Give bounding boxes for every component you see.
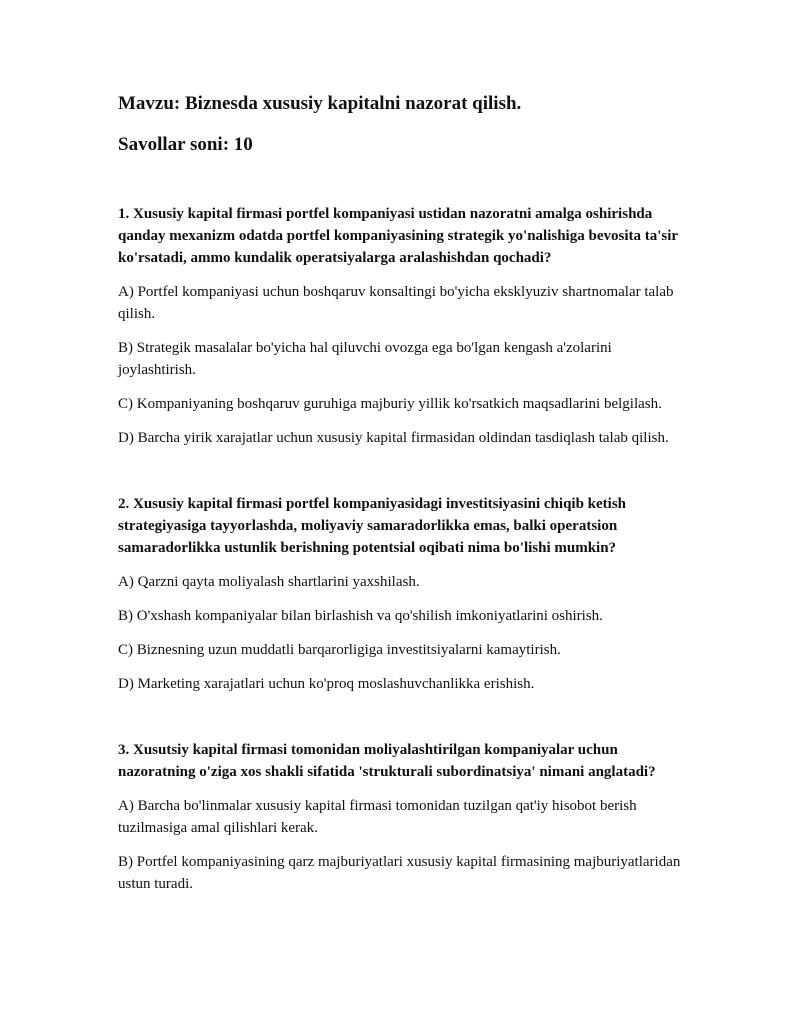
question-count: Savollar soni: 10 bbox=[118, 133, 253, 155]
question-1 bbox=[118, 203, 688, 449]
answer-option-a: A) Portfel kompaniyasi uchun boshqaruv konsaltingi bo'yicha eksklyuziv shartnomalar talab qilish. bbox=[118, 284, 674, 323]
document-title: Mavzu: Biznesda xususiy kapitalni nazorat qilish. bbox=[118, 93, 522, 114]
answer-option-b: B) Portfel kompaniyasining qarz majburiyatlari xususiy kapital firmasining majburiyatlaridan ustun turadi. bbox=[118, 854, 681, 893]
answer-option-d: D) Barcha yirik xarajatlar uchun xususiy kapital firmasidan oldindan tasdiqlash talab qilish. bbox=[118, 430, 669, 447]
answer-option-a: A) Barcha bo'linmalar xususiy kapital firmasi tomonidan tuzilgan qat'iy hisobot berish tuzilmasiga amal qilishlari kerak. bbox=[118, 798, 637, 837]
answer-option-c: C) Kompaniyaning boshqaruv guruhiga majburiy yillik ko'rsatkich maqsadlarini belgilash. bbox=[118, 396, 662, 413]
question-3 bbox=[118, 739, 688, 895]
answer-option-d: D) Marketing xarajatlari uchun ko'proq moslashuvchanlikka erishish. bbox=[118, 676, 535, 693]
document-page bbox=[118, 92, 688, 939]
question-text: 3. Xusutsiy kapital firmasi tomonidan moliyalashtirilgan kompaniyalar uchun nazoratning o'ziga xos shakli sifatida 'strukturali subordinatsiya' nimani anglatadi? bbox=[118, 742, 656, 781]
answer-option-a: A) Qarzni qayta moliyalash shartlarini yaxshilash. bbox=[118, 574, 420, 591]
answer-option-c: C) Biznesning uzun muddatli barqarorligiga investitsiyalarni kamaytirish. bbox=[118, 642, 561, 659]
answer-option-b: B) O'xshash kompaniyalar bilan birlashish va qo'shilish imkoniyatlarini oshirish. bbox=[118, 608, 603, 625]
answer-option-b: B) Strategik masalalar bo'yicha hal qiluvchi ovozga ega bo'lgan kengash a'zolarini joylashtirish. bbox=[118, 340, 612, 379]
question-2 bbox=[118, 493, 688, 695]
question-text: 1. Xususiy kapital firmasi portfel kompaniyasi ustidan nazoratni amalga oshirishda qanday mexanizm odatda portfel kompaniyasining strategik yo'nalishiga bevosita ta'sir ko'rsatadi, ammo kundalik operatsiyalarga aralashishdan qochadi? bbox=[118, 206, 678, 267]
question-text: 2. Xususiy kapital firmasi portfel kompaniyasidagi investitsiyasini chiqib ketish strategiyasiga tayyorlashda, moliyaviy samaradorlikka emas, balki operatsion samaradorlikka ustunlik berishning potentsial oqibati nima bo'lishi mumkin? bbox=[118, 496, 627, 557]
